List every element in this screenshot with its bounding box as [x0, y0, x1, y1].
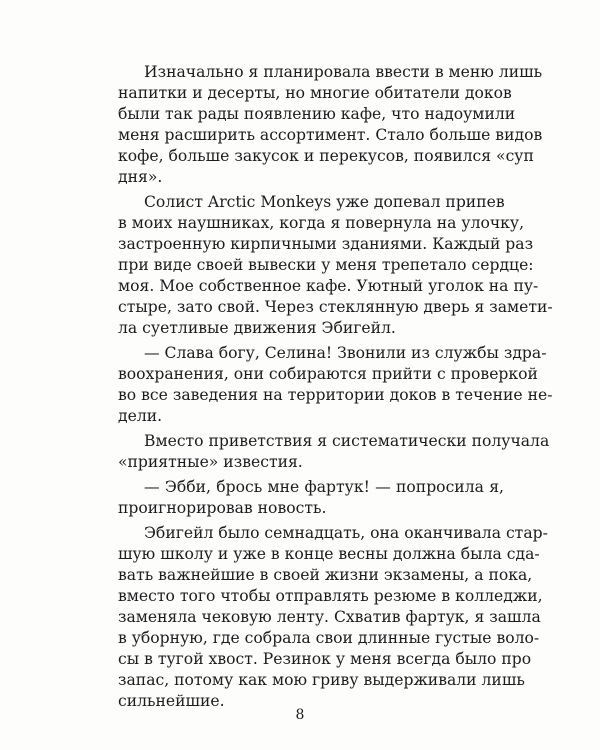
text-line: дели. [118, 407, 163, 425]
text-line: — Слава богу, Селина! Звонили из службы здра- [144, 344, 547, 362]
page-number: 8 [295, 707, 305, 723]
text-line: сильнейшие. [118, 692, 225, 710]
text-line: в уборную, где собрала свои длинные густые воло- [118, 629, 540, 647]
text-line: Изначально я планировала ввести в меню лишь [144, 63, 543, 81]
text-line: застроенную кирпичными зданиями. Каждый раз [118, 235, 534, 253]
text-line: при виде своей вывески у меня трепетало сердце: [118, 256, 534, 274]
text-line: Солист Arctic Monkeys уже допевал припев [144, 193, 505, 211]
text-line: шую школу и уже в конце весны должна была сда- [118, 545, 540, 563]
text-line: «приятные» известия. [118, 453, 303, 471]
text-line: запас, потому как мою гриву выдерживали лишь [118, 671, 525, 689]
text-line: воохранения, они собираются прийти с проверкой [118, 365, 538, 383]
text-line: были так рады появлению кафе, что надоумили [118, 105, 516, 123]
text-line: кофе, больше закусок и перекусов, появился «суп [118, 147, 534, 165]
text-line: стыре, зато свой. Через стеклянную дверь я замети- [118, 298, 553, 316]
text-line: Эбигейл было семнадцать, она оканчивала стар- [144, 524, 548, 542]
text-line: меня расширить ассортимент. Стало больше видов [118, 126, 543, 144]
text-line: напитки и десерты, но многие обитатели доков [118, 84, 512, 102]
text-line: проигнорировав новость. [118, 499, 327, 517]
text-line: моя. Мое собственное кафе. Уютный уголок на пу- [118, 277, 539, 295]
text-line: Вместо приветствия я систематически получала [144, 432, 550, 450]
text-line: вместо того чтобы отправлять резюме в колледжи, [118, 587, 543, 605]
text-line: сы в тугой хвост. Резинок у меня всегда было про [118, 650, 532, 668]
text-line: во все заведения на территории доков в течение не- [118, 386, 553, 404]
text-line: в моих наушниках, когда я повернула на улочку, [118, 214, 525, 232]
text-line: дня». [118, 168, 163, 186]
text-line: ла суетливые движения Эбигейл. [118, 319, 396, 337]
body-text [118, 62, 553, 712]
text-line: вать важнейшие в своей жизни экзамены, а пока, [118, 566, 533, 584]
text-line: — Эбби, брось мне фартук! — попросила я, [144, 478, 504, 496]
text-line: заменяла чековую ленту. Схватив фартук, я зашла [118, 608, 541, 626]
